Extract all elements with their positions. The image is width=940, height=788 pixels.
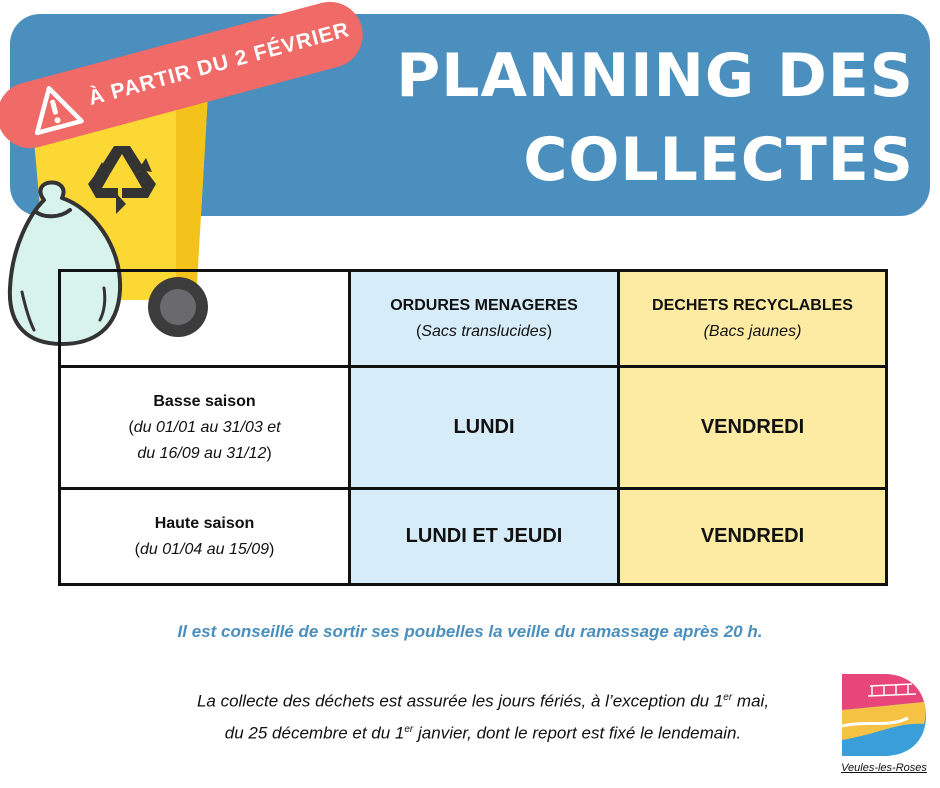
season-range: du 16/09 au 31/12): [137, 444, 272, 462]
holiday-note: La collecte des déchets est assurée les jours fériés, à l’exception du 1er mai, du 25 décembre et du 1er janvier, dont le report est fixé le lendemain.: [196, 691, 770, 743]
header-menageres: [350, 271, 619, 367]
recyclables-title: DECHETS RECYCLABLES: [652, 296, 853, 314]
town-logo: [838, 670, 930, 782]
season-range: (du 01/01 au 31/03 et: [128, 418, 281, 436]
title-line-2: COLLECTES: [523, 125, 914, 195]
day-cell-recyclables: VENDREDI: [619, 489, 887, 585]
title-line-1: PLANNING DES: [396, 41, 914, 111]
day-cell-recyclables: VENDREDI: [619, 367, 887, 489]
day-cell-menageres: LUNDI: [350, 367, 619, 489]
season-label: Basse saison: [153, 392, 256, 410]
logo-emblem-icon: [838, 670, 930, 760]
table-row: [60, 367, 887, 489]
menageres-title: ORDURES MENAGERES: [390, 296, 578, 314]
banner-text: À PARTIR DU 2 FÉVRIER: [86, 18, 353, 110]
season-label: Haute saison: [154, 514, 255, 532]
header-recyclables: [619, 271, 887, 367]
table-header-row: [60, 271, 887, 367]
menageres-subtitle: (Sacs translucides): [415, 322, 553, 340]
recyclables-subtitle: (Bacs jaunes): [703, 322, 802, 340]
page-title: [396, 34, 914, 202]
season-range: (du 01/04 au 15/09): [134, 540, 275, 558]
table-row: [60, 489, 887, 585]
logo-name: Veules-les-Roses: [841, 762, 927, 774]
advice-text: Il est conseillé de sortir ses poubelles la veille du ramassage après 20 h.: [177, 622, 763, 641]
collection-schedule-table: [58, 269, 888, 586]
day-cell-menageres: LUNDI ET JEUDI: [350, 489, 619, 585]
season-cell-high: [60, 489, 350, 585]
season-cell-low: [60, 367, 350, 489]
table-corner-cell: [60, 271, 350, 367]
